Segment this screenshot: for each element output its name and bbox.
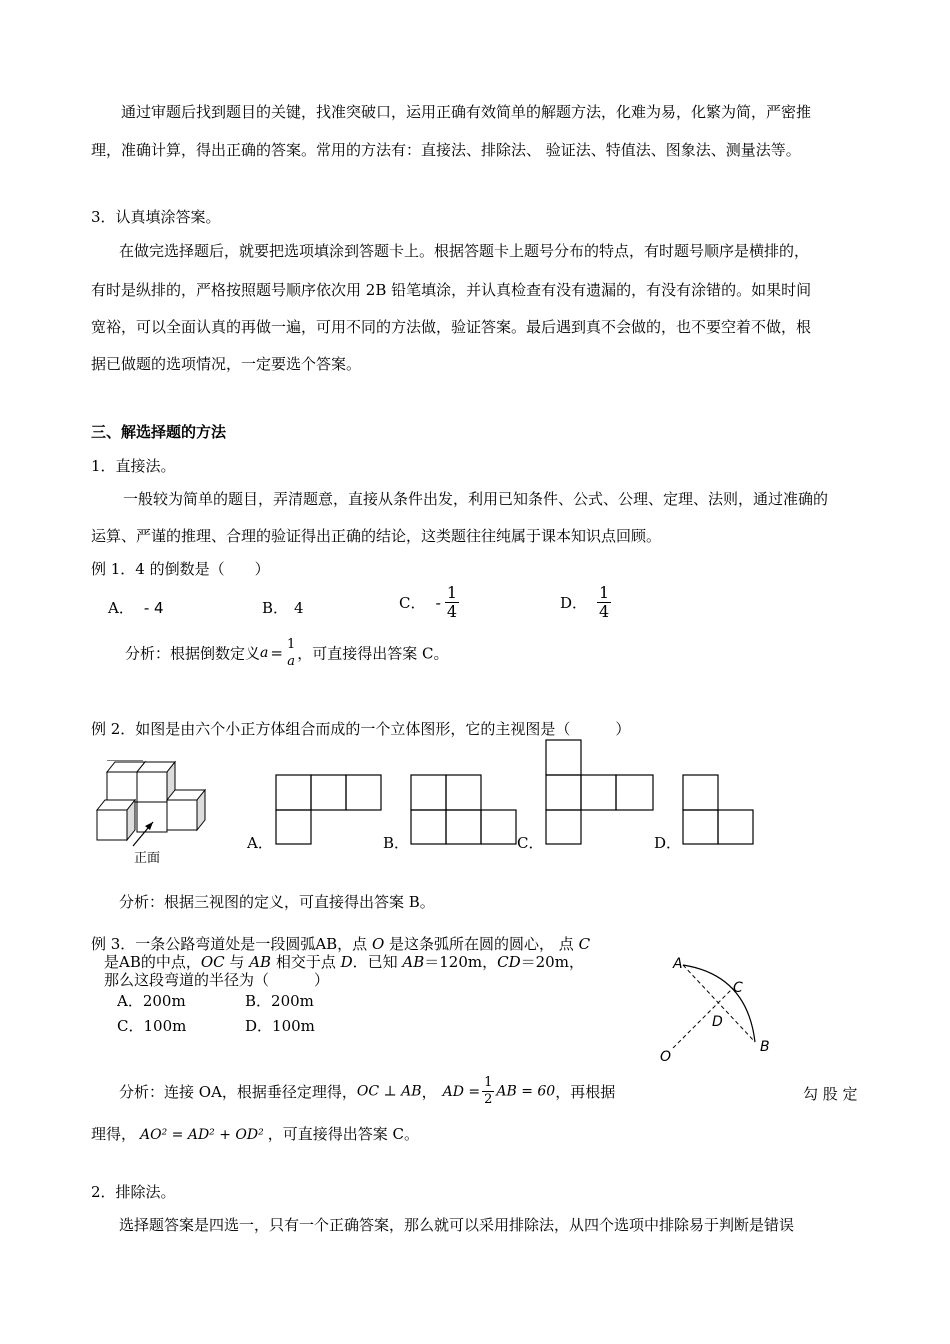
example-3-option-b: B．200m: [245, 992, 314, 1010]
example-1-option-c: C． - $\frac{1}{4}$: [399, 583, 458, 621]
step-3-heading: 3．认真填涂答案。: [91, 208, 221, 226]
example-3-option-d: D．100m: [245, 1017, 315, 1035]
example-2-option-c-label: C．: [517, 834, 544, 852]
example-3-analysis-line-2: 理得， AO² = AD² + OD² ，可直接得出答案 C。: [91, 1125, 419, 1143]
cube-stack: [97, 760, 205, 840]
example-2-option-b-label: B．: [383, 834, 410, 852]
paragraph-2-line-2: 有时是纵排的，严格按照题号顺序依次用 2B 铅笔填涂，并认真检查有没有遗漏的，有没有涂错的。如果时间: [91, 281, 812, 299]
paragraph-3-line-1: 一般较为简单的题目，弄清题意，直接从条件出发，利用已知条件、公式、公理、定理、法则，通过准确的: [123, 490, 829, 508]
example-3-analysis-line-1: 分析：连接 OA，根据垂径定理得，OC ⊥ AB， AD = $\frac{1}{2}$ AB = 60，再根据: [119, 1075, 616, 1107]
point-o-label: O: [660, 1049, 672, 1065]
example-1-option-b: B． 4: [262, 599, 304, 617]
example-1-option-a: A． - 4: [108, 599, 164, 617]
chord-ab: [683, 965, 755, 1042]
example-1-analysis: 分析：根据倒数定义a = 1 a ，可直接得出答案 C。: [125, 637, 449, 669]
paragraph-2-line-3: 宽裕，可以全面认真的再做一遍，可用不同的方法做，验证答案。最后遇到真不会做的，也不要空着不做，根: [91, 318, 812, 336]
point-d-label: D: [712, 1014, 723, 1030]
example-2-question: 例 2．如图是由六个小正方体组合而成的一个立体图形，它的主视图是（ ）: [91, 720, 631, 738]
fraction-one-half: $\frac{1}{2}$: [484, 1075, 493, 1107]
example-3-line-2: 是AB的中点，OC 与 AB 相交于点 D．已知 AB＝120m，CD＝20m，: [104, 953, 584, 971]
paragraph-4-line-1: 选择题答案是四选一，只有一个正确答案，那么就可以采用排除法，从四个选项中排除易于判断是错误: [119, 1216, 795, 1234]
example-3-line-1: 例 3．一条公路弯道处是一段圆弧AB，点 O 是这条弧所在圆的圆心， 点 C: [91, 935, 591, 953]
example-2-option-a-label: A．: [247, 834, 273, 852]
section-title: 三、解选择题的方法: [91, 423, 227, 441]
fraction-one-quarter: $\frac{1}{4}$: [599, 583, 610, 621]
paragraph-2-line-1: 在做完选择题后，就要把选项填涂到答题卡上。根据答题卡上题号分布的特点，有时题号顺序是横排的，: [119, 242, 810, 260]
example-2-analysis: 分析：根据三视图的定义，可直接得出答案 B。: [119, 893, 435, 911]
view-option-d: [682, 774, 756, 846]
paragraph-1-line-2: 理，准确计算，得出正确的答案。常用的方法有：直接法、排除法、 验证法、特值法、图象法、测量法等。: [91, 141, 801, 159]
example-1-question: 例 1．4 的倒数是（ ）: [91, 560, 270, 578]
example-3-option-c: C．100m: [117, 1017, 187, 1035]
example-1-option-d: D． $\frac{1}{4}$: [560, 583, 610, 621]
paragraph-2-line-4: 据已做题的选项情况，一定要选个答案。: [91, 355, 362, 373]
method-1-heading: 1．直接法。: [91, 457, 176, 475]
view-option-b: [410, 774, 520, 846]
cube-solid-figure: [95, 760, 215, 870]
point-b-label: B: [760, 1039, 770, 1055]
arc-figure: [655, 950, 785, 1070]
example-2-option-d-label: D．: [654, 834, 682, 852]
view-option-a: [275, 774, 385, 846]
example-3-line-3: 那么这段弯道的半径为（ ）: [104, 971, 330, 989]
example-3-analysis-right: 勾 股 定: [803, 1085, 858, 1103]
point-c-label: C: [733, 980, 743, 996]
example-3-option-a: A．200m: [117, 992, 186, 1010]
view-option-c: [545, 739, 657, 846]
definition-fraction: 1 a: [286, 637, 296, 669]
segment-oc: [673, 988, 733, 1048]
front-label: 正面: [133, 851, 161, 866]
method-2-heading: 2．排除法。: [91, 1183, 176, 1201]
point-a-label: A: [673, 956, 683, 972]
paragraph-1-line-1: 通过审题后找到题目的关键，找准突破口，运用正确有效简单的解题方法，化难为易，化繁为简，严密推: [121, 103, 812, 121]
paragraph-3-line-2: 运算、严谨的推理、合理的验证得出正确的结论，这类题往往纯属于课本知识点回顾。: [91, 527, 662, 545]
fraction-one-quarter: $\frac{1}{4}$: [446, 583, 458, 621]
